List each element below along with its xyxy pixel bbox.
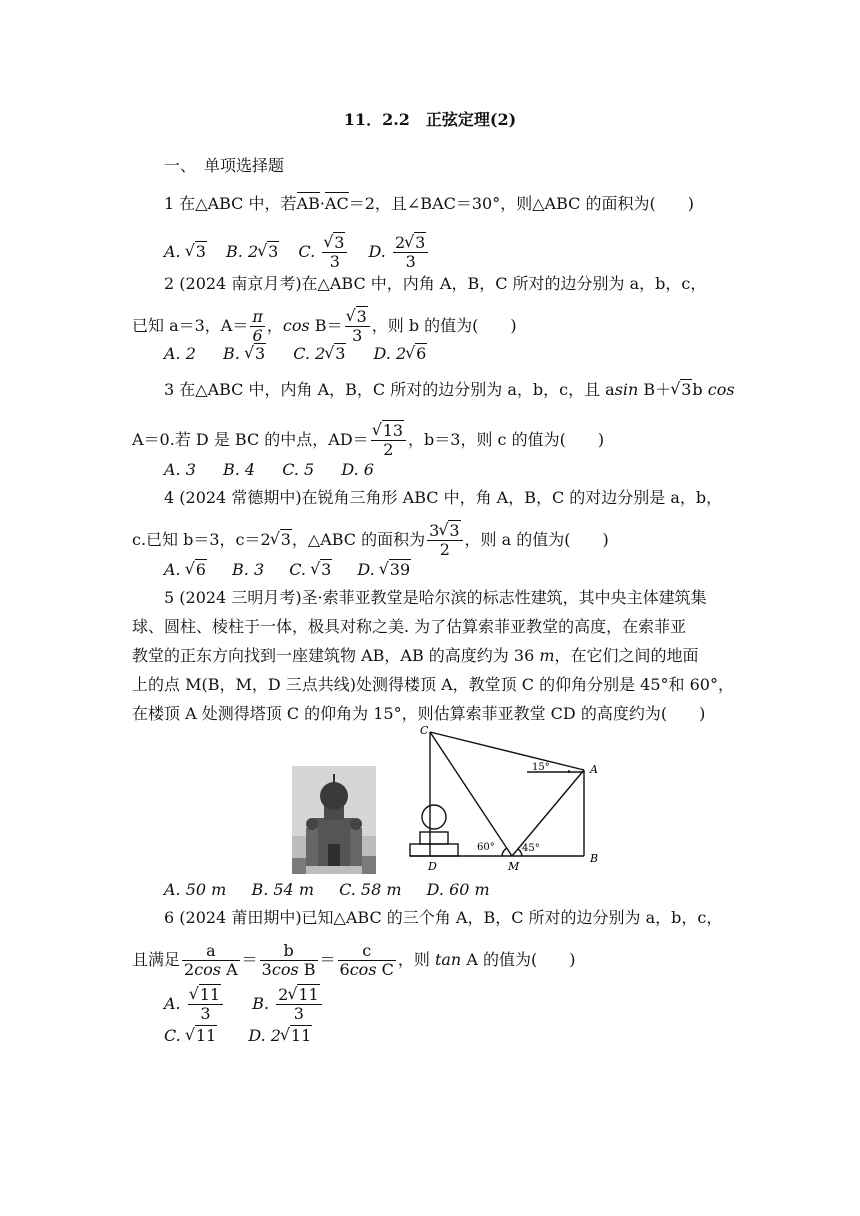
page-title: 11．2.2 正弦定理(2) <box>343 110 517 129</box>
label-m: M <box>508 860 520 872</box>
option-b: B. 54 <box>251 880 299 899</box>
option-c: C. <box>164 1026 181 1045</box>
label-c: C <box>420 724 429 737</box>
question-5-line-1: 5 (2024 三明月考)圣·索菲亚教堂是哈尔滨的标志性建筑，其中央主体建筑集 <box>164 588 707 607</box>
vector-ac: AC <box>324 194 349 213</box>
question-5-line-4: 上的点 M(B，M，D 三点共线)处测得楼顶 A，教堂顶 C 的仰角分别是 45°和 60°， <box>132 675 734 694</box>
question-4-options: A. √ 6 B. 3 C. √ 3 D. √ 39 <box>164 560 411 580</box>
question-5-options: A. 50 m B. 54 m C. 58 m D. 60 m <box>164 880 490 899</box>
option-d: D. <box>357 560 375 579</box>
angle-15: 15° <box>532 762 550 773</box>
option-a: A. <box>164 994 181 1013</box>
option-a: A. <box>164 560 181 579</box>
option-d: D. 6 <box>341 460 374 479</box>
church-photo <box>292 766 376 874</box>
option-b: B. <box>223 344 240 363</box>
question-4-line-1: 4 (2024 常德期中)在锐角三角形 ABC 中，角 A，B，C 的对边分别是 a，b， <box>164 488 723 507</box>
church-illustration <box>292 766 376 874</box>
question-6-line-2: 且满足 $\frac{a}{\text{2cos A}}$ ＝ $\frac{b}{\text{3cos B}}$ ＝ $\frac{c}{\text{6cos C}}$ ，则 tan A 的值为( ) <box>132 941 576 979</box>
option-d: D. 60 <box>426 880 475 899</box>
geometry-diagram <box>404 720 604 872</box>
question-3-options <box>164 460 374 480</box>
question-2-line-2: 已知 a＝3，A＝ $\frac{\pi}{6}$ ，cos B＝ √ $\frac{3}{3}$ ，则 b 的值为( ) <box>132 308 517 345</box>
option-d: D. <box>368 242 386 261</box>
option-c: C. 58 <box>339 880 387 899</box>
question-2-options: A. 2 B. √ 3 C. 2√ 3 D. 2√ 6 <box>164 344 427 364</box>
question-5-line-2: 球、圆柱、棱柱于一体，极具对称之美. 为了估算索菲亚教堂的高度，在索菲亚 <box>132 617 687 636</box>
question-1-stem: 1 在△ABC 中，若AB·AC＝2，且∠BAC＝30°，则△ABC 的面积为( ) <box>164 194 694 213</box>
option-d: D. 2 <box>248 1026 281 1045</box>
vector-ab: AB <box>296 194 320 213</box>
label-d: D <box>428 860 437 872</box>
option-b: B. <box>252 994 270 1013</box>
option-d: D. 2 <box>373 344 407 363</box>
question-2-line-1: 2 (2024 南京月考)在△ABC 中，内角 A，B，C 所对的边分别为 a，b，c， <box>164 274 707 293</box>
question-3-line-2: A＝0.若 D 是 BC 的中点，AD＝ √ $\frac{13}{2}$ ，b＝3，则 c 的值为( ) <box>132 422 604 459</box>
question-3-line-1: 3 在△ABC 中，内角 A，B，C 所对的边分别为 a，b，c，且 asin B＋√ 3b cos <box>164 380 735 400</box>
option-b: B. 2 <box>226 242 259 261</box>
label-a: A <box>590 763 598 776</box>
option-c: C. <box>289 560 306 579</box>
question-5-line-3: 教堂的正东方向找到一座建筑物 AB，AB 的高度约为 36 m，在它们之间的地面 <box>132 646 699 665</box>
question-4-line-2: c.已知 b＝3，c＝2√ 3，△ABC 的面积为 $\frac{3√ 3}{2}$ ，则 a 的值为( ) <box>132 522 609 559</box>
option-a: A. <box>164 242 181 261</box>
angle-45: 45° <box>522 843 540 854</box>
question-6-line-1: 6 (2024 莆田期中)已知△ABC 的三个角 A，B，C 所对的边分别为 a，b，c， <box>164 908 723 927</box>
option-c: C. <box>298 242 316 261</box>
option-c: C. 5 <box>282 460 315 479</box>
option-a: A. 2 <box>164 344 196 363</box>
option-a: A. 50 <box>164 880 212 899</box>
option-b: B. 3 <box>232 560 265 579</box>
question-6-options-row-1: A. √ $\frac{11}{3}$ B. $\frac{2√ 11}{3}$ <box>164 986 324 1023</box>
section-heading: 一、 单项选择题 <box>164 156 285 175</box>
question-6-options-row-2: C. √ 11 D. 2√ 11 <box>164 1026 312 1046</box>
question-1-options: A. √ 3 B. 2√ 3 C. √ $\frac{3}{3}$ D. $\frac{2√ 3}{3}$ <box>164 234 430 271</box>
question-5-line-5: 在楼顶 A 处测得塔顶 C 的仰角为 15°，则估算索菲亚教堂 CD 的高度约为( ) <box>132 704 706 723</box>
option-b: B. 4 <box>223 460 256 479</box>
angle-60: 60° <box>477 842 495 853</box>
label-b: B <box>590 852 599 865</box>
option-c: C. 2 <box>293 344 326 363</box>
option-a: A. 3 <box>164 460 196 479</box>
